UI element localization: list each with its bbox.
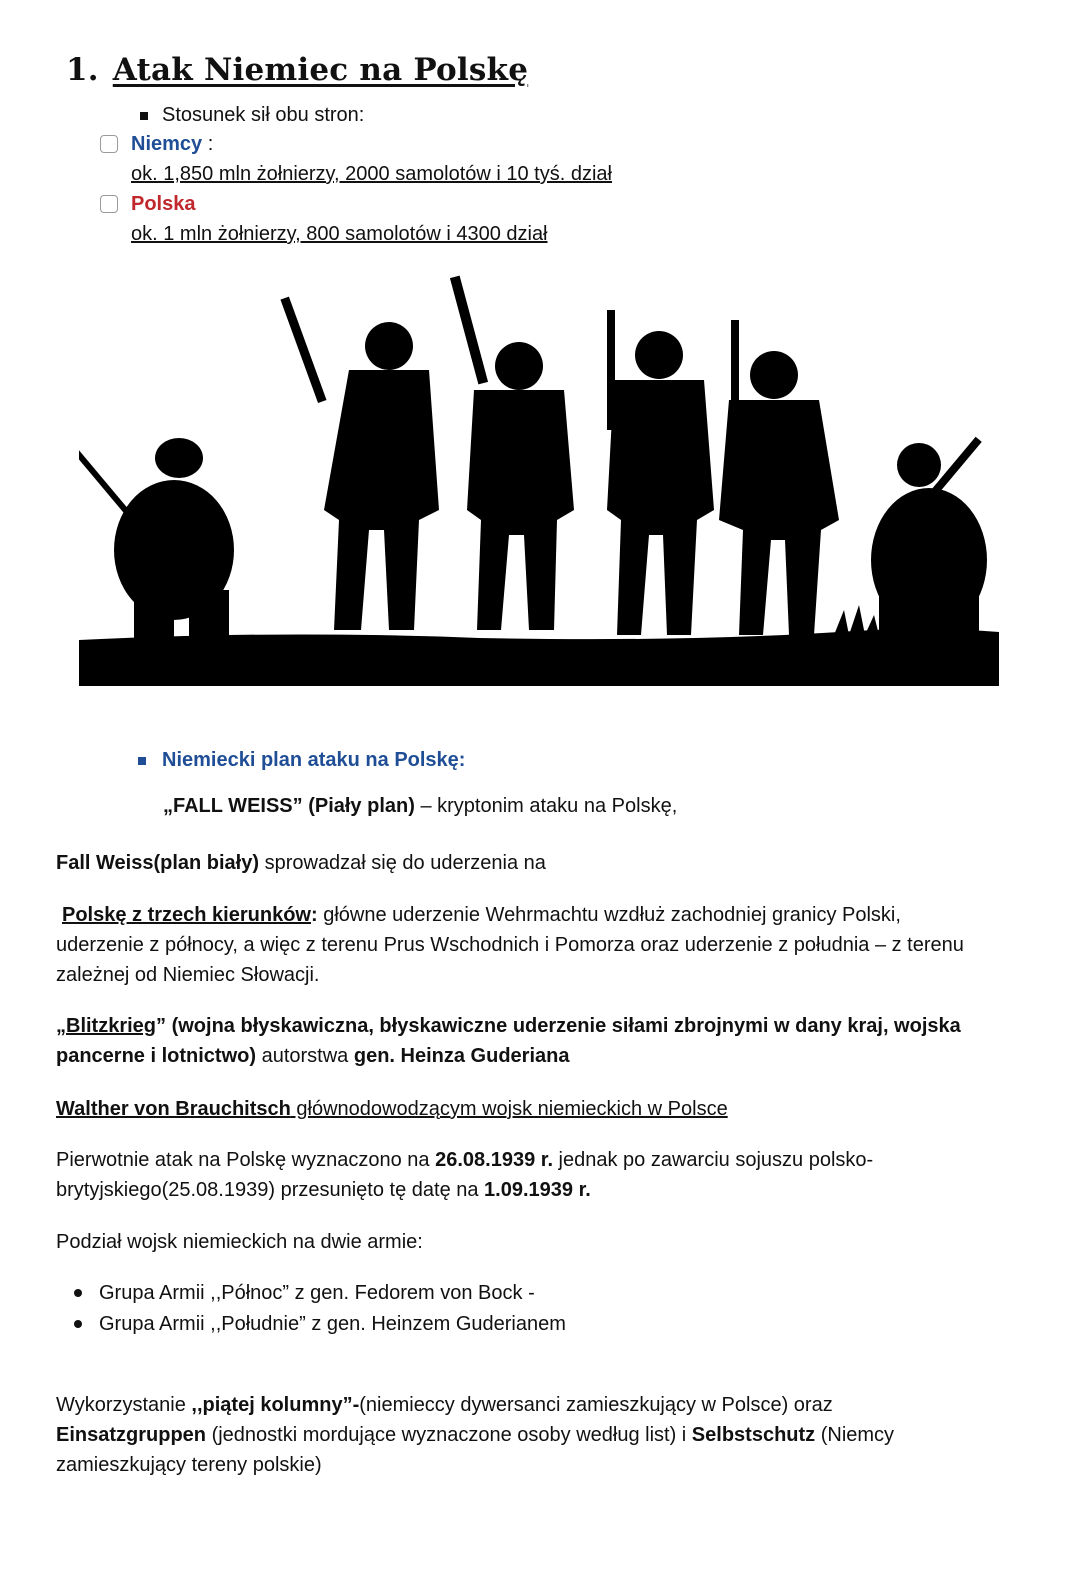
blitzkrieg-desc: (wojna błyskawiczna, błyskawiczne uderzenie siłami zbrojnymi w dany kraj, wojska pancerne i lotnictwo) bbox=[56, 1015, 961, 1067]
germany-checkbox[interactable] bbox=[100, 135, 118, 153]
poland-label: Polska bbox=[131, 193, 196, 215]
poland-label-row bbox=[131, 189, 195, 219]
fall-weiss-paragraph bbox=[56, 848, 546, 878]
germany-detail: ok. 1,850 mln żołnierzy, 2000 samolotów i 10 tyś. dział bbox=[131, 163, 612, 185]
usage-selbstschutz: Selbstschutz bbox=[691, 1424, 816, 1446]
plan-name-row bbox=[163, 791, 677, 821]
square-bullet-icon bbox=[138, 757, 146, 765]
date-text-2: jednak po zawarciu sojuszu polsko-brytyjskiego(25.08.1939) przesunięto tę datę na bbox=[56, 1149, 874, 1201]
directions-paragraph bbox=[56, 900, 986, 990]
plan-name: „FALL WEISS” (Piały plan) bbox=[163, 795, 415, 817]
fall-weiss-rest: sprowadzał się do uderzenia na bbox=[259, 852, 546, 874]
soldiers-silhouette-image bbox=[79, 270, 999, 686]
blitzkrieg-mid: autorstwa bbox=[256, 1045, 354, 1067]
plan-heading-row bbox=[138, 745, 465, 775]
usage-einsatzgruppen: Einsatzgruppen bbox=[56, 1424, 207, 1446]
poland-detail: ok. 1 mln żołnierzy, 800 samolotów i 4300 dział bbox=[131, 223, 548, 245]
bullet-dot-icon bbox=[74, 1289, 82, 1297]
germany-colon: : bbox=[202, 133, 214, 155]
forces-heading-row bbox=[140, 100, 364, 130]
directions-rest: główne uderzenie Wehrmachtu wzdłuż zachodniej granicy Polski, uderzenie z północy, a więc z terenu Prus Wschodnich i Pomorza oraz uderzenie z południa – z terenu zależnej od Niemiec Słowacji. bbox=[56, 904, 964, 986]
usage-text-1: Wykorzystanie bbox=[56, 1394, 192, 1416]
blitzkrieg-open-quote: „ bbox=[56, 1015, 66, 1037]
brauchitsch-rest: głównodowodzącym wojsk niemieckich w Polsce bbox=[290, 1098, 728, 1120]
army-item: Grupa Armii ,,Południe” z gen. Heinzem Guderianem bbox=[99, 1313, 566, 1335]
forces-heading: Stosunek sił obu stron: bbox=[162, 104, 365, 126]
plan-heading: Niemiecki plan ataku na Polskę: bbox=[162, 749, 466, 771]
page-title bbox=[66, 52, 528, 88]
usage-text-3: (jednostki mordujące wyznaczone osoby według list) i bbox=[206, 1424, 692, 1446]
square-bullet-icon bbox=[140, 112, 148, 120]
blitzkrieg-close-quote: ” bbox=[156, 1015, 167, 1037]
brauchitsch-paragraph bbox=[56, 1094, 728, 1124]
army-item: Grupa Armii ,,Północ” z gen. Fedorem von Bock - bbox=[99, 1282, 535, 1304]
plan-desc: – kryptonim ataku na Polskę, bbox=[414, 795, 678, 817]
blitzkrieg-author: gen. Heinza Guderiana bbox=[353, 1045, 570, 1067]
germany-label-row bbox=[131, 129, 213, 159]
date-final: 1.09.1939 r. bbox=[484, 1179, 591, 1201]
usage-fifth-column: ,,piątej kolumny”- bbox=[191, 1394, 360, 1416]
directions-bold: Polskę z trzech kierunków bbox=[62, 904, 311, 926]
bullet-dot-icon bbox=[74, 1320, 82, 1328]
blitzkrieg-word: Blitzkrieg bbox=[66, 1015, 157, 1037]
fall-weiss-bold: Fall Weiss(plan biały) bbox=[56, 852, 260, 874]
germany-label: Niemcy bbox=[131, 133, 203, 155]
usage-text-4: (Niemcy zamieszkujący tereny polskie) bbox=[56, 1424, 895, 1476]
armies-intro: Podział wojsk niemieckich na dwie armie: bbox=[56, 1231, 423, 1253]
title-number: 1. bbox=[66, 52, 99, 88]
date-original: 26.08.1939 r. bbox=[435, 1149, 553, 1171]
usage-text-2: (niemieccy dywersanci zamieszkujący w Polsce) oraz bbox=[359, 1394, 833, 1416]
date-text-1: Pierwotnie atak na Polskę wyznaczono na bbox=[56, 1149, 436, 1171]
directions-colon: : bbox=[310, 904, 318, 926]
date-paragraph bbox=[56, 1145, 986, 1205]
poland-checkbox[interactable] bbox=[100, 195, 118, 213]
blitzkrieg-paragraph bbox=[56, 1011, 986, 1071]
title-text: Atak Niemiec na Polskę bbox=[112, 52, 529, 88]
brauchitsch-name: Walther von Brauchitsch bbox=[56, 1098, 291, 1120]
usage-paragraph bbox=[56, 1390, 986, 1480]
